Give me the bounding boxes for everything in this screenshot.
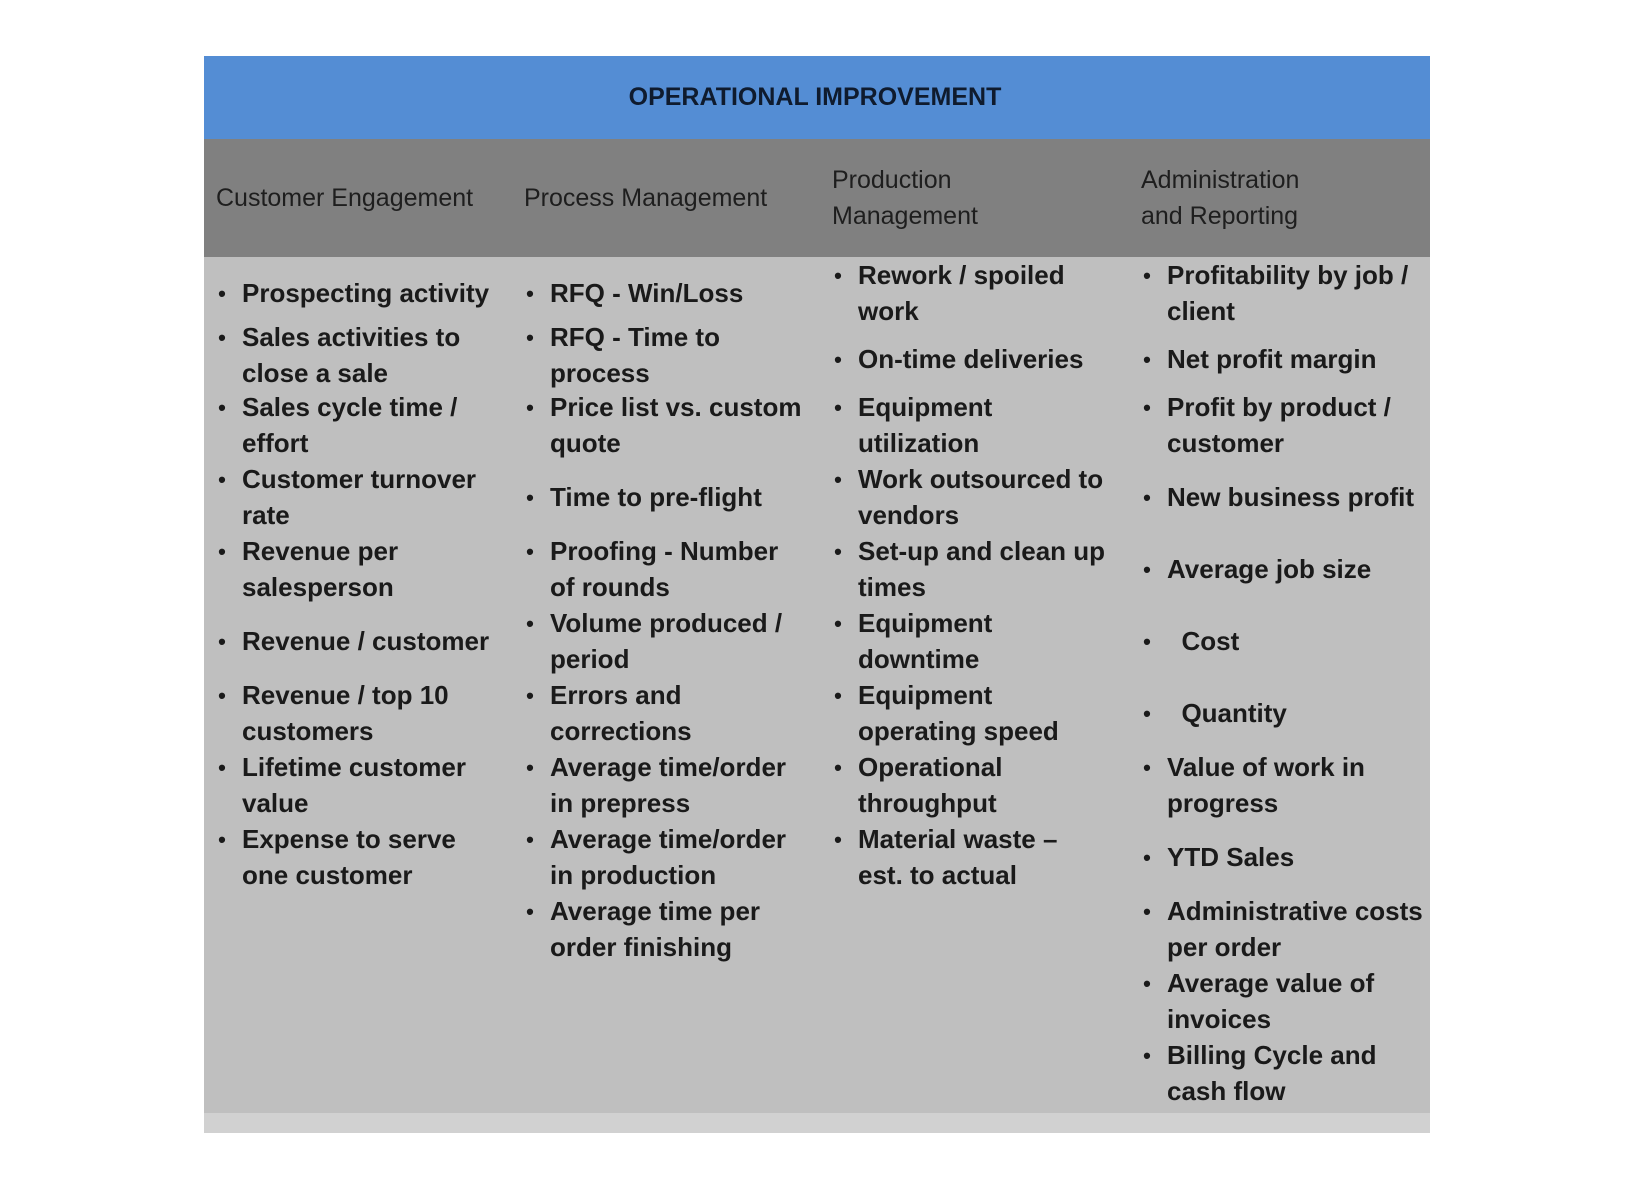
list-item: • Operational throughput	[832, 749, 1132, 821]
bullet-icon: •	[1143, 629, 1151, 654]
list-item: • Equipment downtime	[832, 605, 1132, 677]
list-item: • Errors and corrections	[524, 677, 824, 749]
bullet-icon: •	[834, 395, 842, 420]
list-item: • Quantity	[1141, 677, 1431, 749]
list-item: • Average time per order finishing	[524, 893, 824, 965]
bullet-icon: •	[218, 827, 226, 852]
list-item: • RFQ - Win/Loss	[524, 267, 824, 319]
list-item: • Average time/order in production	[524, 821, 824, 893]
list-item: • Work outsourced to vendors	[832, 461, 1132, 533]
list-item: • Equipment operating speed	[832, 677, 1132, 749]
bullet-icon: •	[1143, 557, 1151, 582]
bullet-icon: •	[526, 683, 534, 708]
bullet-icon: •	[1143, 845, 1151, 870]
header-line: Production	[832, 166, 952, 194]
header-administration-reporting	[1141, 139, 1421, 257]
operational-improvement-table	[204, 56, 1430, 1133]
title-bar	[204, 56, 1430, 139]
list-item: • Revenue / customer	[216, 605, 516, 677]
header-line: Process Management	[524, 184, 768, 212]
list-item: • Volume produced / period	[524, 605, 824, 677]
list-item: • Billing Cycle and cash flow	[1141, 1037, 1431, 1109]
list-item: • New business profit	[1141, 461, 1431, 533]
bullet-icon: •	[218, 325, 226, 350]
list-item: • Prospecting activity	[216, 267, 516, 319]
bullet-icon: •	[1143, 263, 1151, 288]
list-item: • Rework / spoiled work	[832, 257, 1132, 329]
bullet-icon: •	[218, 755, 226, 780]
list-item: • Equipment utilization	[832, 389, 1132, 461]
list-item: • Cost	[1141, 605, 1431, 677]
bullet-icon: •	[834, 683, 842, 708]
header-customer-engagement	[216, 139, 506, 257]
header-row	[204, 139, 1430, 257]
bullet-icon: •	[526, 827, 534, 852]
table-title: OPERATIONAL IMPROVEMENT	[628, 83, 1002, 111]
bullet-icon: •	[526, 485, 534, 510]
list-item: • Average job size	[1141, 533, 1431, 605]
header-line: Customer Engagement	[216, 184, 474, 212]
bullet-icon: •	[526, 899, 534, 924]
bullet-icon: •	[1143, 755, 1151, 780]
list-item: • Time to pre-flight	[524, 461, 824, 533]
bullet-icon: •	[834, 347, 842, 372]
list-item: • Set-up and clean up times	[832, 533, 1132, 605]
list-item: • Revenue / top 10 customers	[216, 677, 516, 749]
header-production-management	[832, 139, 1122, 257]
bullet-icon: •	[526, 755, 534, 780]
bullet-icon: •	[1143, 899, 1151, 924]
bullet-icon: •	[1143, 971, 1151, 996]
bullet-icon: •	[1143, 485, 1151, 510]
header-line: Management	[832, 202, 978, 230]
list-item: • Administrative costs per order	[1141, 893, 1431, 965]
bullet-icon: •	[834, 539, 842, 564]
bullet-icon: •	[834, 827, 842, 852]
bullet-icon: •	[1143, 1043, 1151, 1068]
list-item: • Proofing - Number of rounds	[524, 533, 824, 605]
list-item: • Sales cycle time / effort	[216, 389, 516, 461]
bullet-icon: •	[526, 611, 534, 636]
bullet-icon: •	[526, 281, 534, 306]
list-item: • Average value of invoices	[1141, 965, 1431, 1037]
bullet-icon: •	[218, 395, 226, 420]
bullet-icon: •	[218, 683, 226, 708]
list-item: • Average time/order in prepress	[524, 749, 824, 821]
bullet-icon: •	[1143, 347, 1151, 372]
bullet-icon: •	[218, 539, 226, 564]
list-item: • Customer turnover rate	[216, 461, 516, 533]
header-line: and Reporting	[1141, 202, 1299, 230]
list-item: • Sales activities to close a sale	[216, 319, 516, 389]
list-item: • Lifetime customer value	[216, 749, 516, 821]
list-item: • Price list vs. custom quote	[524, 389, 824, 461]
bullet-icon: •	[834, 263, 842, 288]
list-item: • On-time deliveries	[832, 329, 1132, 389]
list-item: • Net profit margin	[1141, 329, 1431, 389]
header-process-management	[524, 139, 814, 257]
header-line: Administration	[1141, 166, 1300, 194]
list-item: • YTD Sales	[1141, 821, 1431, 893]
bullet-icon: •	[834, 755, 842, 780]
list-item: • Revenue per salesperson	[216, 533, 516, 605]
bullet-icon: •	[526, 395, 534, 420]
list-item: • Profitability by job / client	[1141, 257, 1431, 329]
bullet-icon: •	[526, 539, 534, 564]
bullet-icon: •	[218, 467, 226, 492]
list-item: • Value of work in progress	[1141, 749, 1431, 821]
bullet-icon: •	[1143, 395, 1151, 420]
table-body	[204, 257, 1430, 1113]
bullet-icon: •	[526, 325, 534, 350]
list-item: • RFQ - Time to process	[524, 319, 824, 389]
list-item: • Profit by product / customer	[1141, 389, 1431, 461]
bullet-icon: •	[834, 467, 842, 492]
list-item: • Expense to serve one customer	[216, 821, 516, 893]
bullet-icon: •	[218, 281, 226, 306]
bottom-strip	[204, 1113, 1430, 1133]
list-item: • Material waste – est. to actual	[832, 821, 1132, 893]
bullet-icon: •	[1143, 701, 1151, 726]
bullet-icon: •	[834, 611, 842, 636]
bullet-icon: •	[218, 629, 226, 654]
